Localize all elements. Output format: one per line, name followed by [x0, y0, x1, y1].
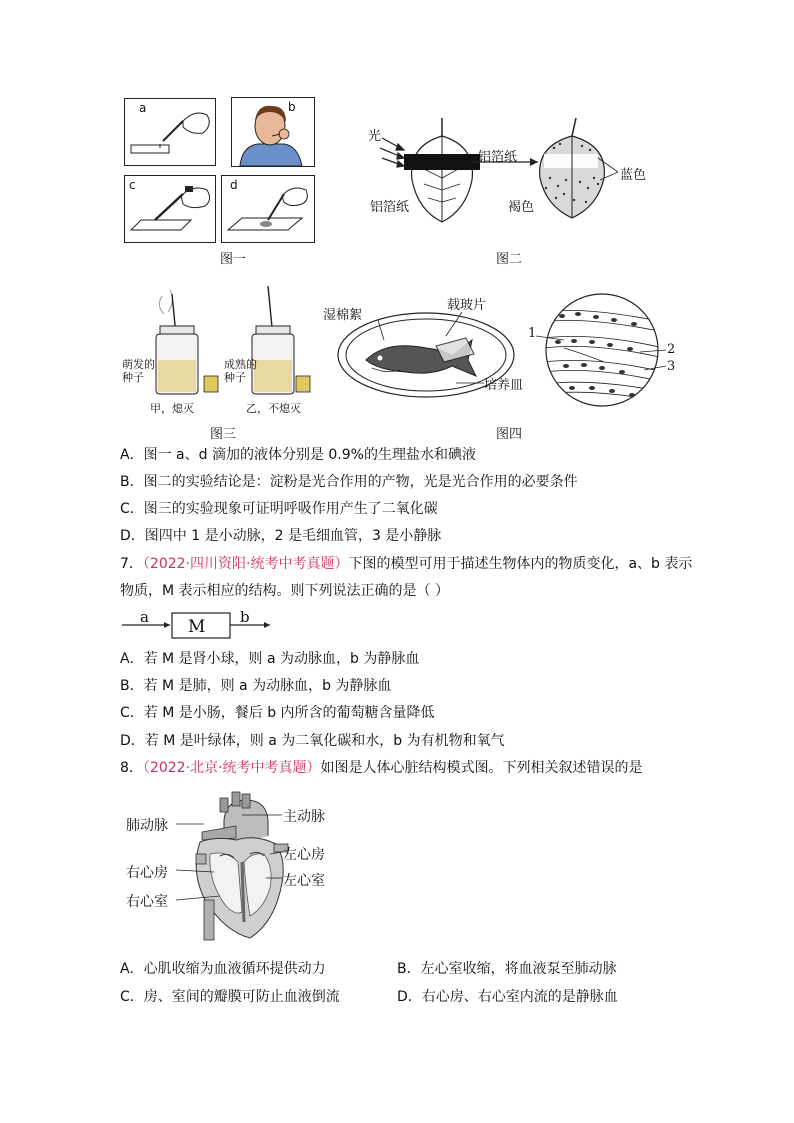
fig4-leader-lines	[0, 0, 794, 500]
heart-label-right-atrium: 右心房	[126, 865, 168, 881]
fig2-label-foil-left: 铝箔纸	[370, 200, 410, 215]
q8-option-d: D．右心房、右心室内流的是静脉血	[397, 989, 618, 1005]
capillary-blood-flow-illustration	[544, 292, 664, 412]
fig1-panel-label-c: c	[129, 178, 136, 192]
q6-option-c: C．图三的实验现象可证明呼吸作用产生了二氧化碳	[120, 501, 438, 517]
q7-model-input: a	[140, 608, 149, 626]
fig3-left-caption: 甲，熄灭	[150, 402, 194, 415]
q8-source: （2022·北京·统考中考真题）	[142, 760, 321, 776]
fig3-right-seed-label: 成熟的 种子	[224, 358, 257, 384]
q7-option-a: A．若 M 是肾小球，则 a 为动脉血，b 为静脉血	[120, 651, 420, 667]
q7-stem-line2: 物质，M 表示相应的结构。则下列说法正确的是（ ）	[120, 583, 449, 599]
q8-option-c: C．房、室间的瓣膜可防止血液倒流	[120, 989, 340, 1005]
q7-stem-line1	[120, 554, 692, 574]
fig4-label-cotton: 湿棉絮	[323, 308, 363, 323]
q7-model-box-label: M	[188, 617, 206, 637]
heart-label-aorta: 主动脉	[283, 809, 325, 825]
q7-model-output: b	[240, 608, 250, 626]
fig2-label-blue: 蓝色	[620, 168, 647, 183]
fig4-number-3: 3	[667, 359, 676, 374]
q7-source: （2022·四川资阳·统考中考真题）	[142, 556, 349, 572]
fig1-panel-label-a: a	[139, 101, 147, 115]
q7-option-b: B．若 M 是肺，则 a 为动脉血，b 为静脉血	[120, 678, 392, 694]
fig1-panel-label-d: d	[230, 178, 238, 192]
fig3-caption: 图三	[210, 427, 237, 442]
fig2-label-foil-top: 铝箔纸	[478, 150, 518, 165]
heart-label-right-ventricle: 右心室	[126, 894, 168, 910]
heart-leader-lines	[0, 780, 794, 940]
fig2-label-light: 光	[368, 129, 382, 144]
q8-option-b: B．左心室收缩，将血液泵至肺动脉	[397, 961, 617, 977]
q6-option-d: D．图四中 1 是小动脉，2 是毛细血管，3 是小静脉	[120, 528, 442, 544]
fig4-caption: 图四	[496, 427, 523, 442]
fig4-label-dish: 培养皿	[484, 378, 524, 393]
fig3-left-seed-label: 萌发的 种子	[122, 358, 155, 384]
q7-option-d: D．若 M 是叶绿体，则 a 为二氧化碳和水，b 为有机物和氧气	[120, 733, 505, 749]
q7-number: 7．	[120, 556, 143, 572]
fig1-panel-label-b: b	[288, 100, 296, 114]
fig2-caption: 图二	[496, 252, 523, 267]
q8-option-a: A．心肌收缩为血液循环提供动力	[120, 961, 326, 977]
q6-option-b: B．图二的实验结论是：淀粉是光合作用的产物，光是光合作用的必要条件	[120, 474, 578, 490]
q7-option-c: C．若 M 是小肠，餐后 b 内所含的葡萄糖含量降低	[120, 705, 435, 721]
fig3-right-caption: 乙，不熄灭	[246, 402, 301, 415]
q8-stem-text: 如图是人体心脏结构模式图。下列相关叙述错误的是	[320, 760, 643, 776]
q8-stem	[120, 758, 642, 778]
heart-label-left-atrium: 左心房	[283, 847, 325, 863]
q8-number: 8．	[120, 760, 143, 776]
fig4-number-2: 2	[667, 342, 676, 357]
heart-label-pulmonary-artery: 肺动脉	[126, 818, 168, 834]
q7-stem-text: 下图的模型可用于描述生物体内的物质变化，a、b 表示	[348, 556, 693, 572]
fig1-caption: 图一	[220, 252, 247, 267]
heart-label-left-ventricle: 左心室	[283, 873, 325, 889]
fig4-number-1: 1	[528, 326, 537, 341]
fig4-label-slide: 载玻片	[447, 298, 487, 313]
fig2-label-brown: 褐色	[508, 200, 535, 215]
q6-option-a: A．图一 a、d 滴加的液体分别是 0.9%的生理盐水和碘液	[120, 447, 476, 463]
